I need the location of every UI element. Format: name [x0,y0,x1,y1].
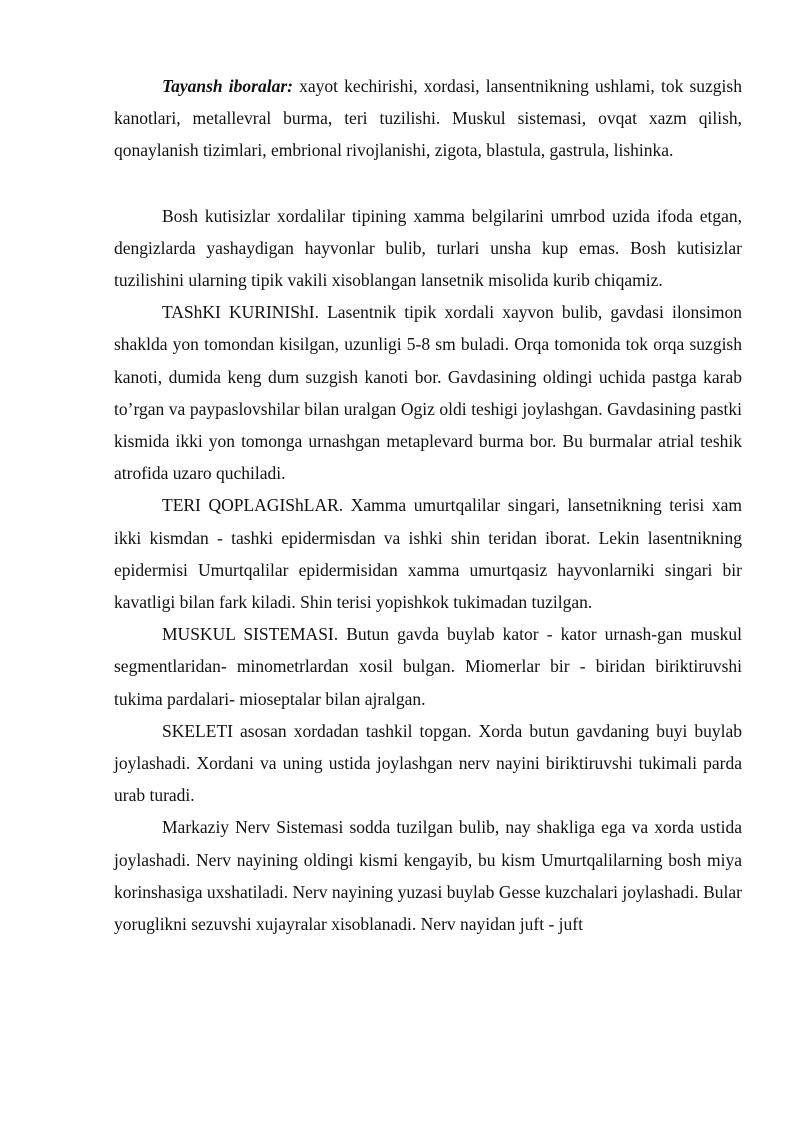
keywords-text: xayot kechirishi, xordasi, lansentnikning ushlami, tok suzgish kanotlari, metallevral burma, teri tuzilishi. Muskul sistemasi, ovqat xazm qilish, qonaylanish tizimlari, embrional rivojlanishi, zigota, blastula, gastrula, lishinka. [114,76,742,161]
paragraph-intro: Bosh kutisizlar xordalilar tipining xamma belgilarini umrbod uzida ifoda etgan, dengizlarda yashaydigan hayvonlar bulib, turlari unsha kup emas. Bosh kutisizlar tuzilishini ularning tipik vakili xisoblangan lansetnik misolida kurib chiqamiz. [114,205,742,291]
paragraph-skin-coverings: TERI QOPLAGIShLAR. Xamma umurtqalilar singari, lansetnikning terisi xam ikki kismdan - tashki epidermisdan va ishki shin teridan iborat. Lekin lasentnikning epidermisi Umurtqalilar epidermisidan xamma umurtqasiz hayvonlarniki singari bir kavatligi bilan fark kiladi. Shin terisi yopishkok tukimadan tuzilgan. [114,495,742,613]
paragraph-central-nervous-system: Markaziy Nerv Sistemasi sodda tuzilgan bulib, nay shakliga ega va xorda ustida joylashadi. Nerv nayining oldingi kismi kengayib, bu kism Umurtqalilarning bosh miya korinshasiga uxshatiladi. Nerv nayining yuzasi buylab Gesse kuzchalari joylashadi. Bular yoruglikni sezuvshi xujayralar xisoblanadi. Nerv nayidan juft - juft [114,817,742,935]
paragraph-spacer [114,167,742,200]
document-page [114,70,742,940]
keywords-paragraph [114,70,742,167]
paragraph-skeleton: SKELETI asosan xordadan tashkil topgan. Xorda butun gavdaning buyi buylab joylashadi. Xordani va uning ustida joylashgan nerv nayini biriktiruvshi tukimali parda urab turadi. [114,720,742,806]
keywords-label: Tayansh iboralar: [162,76,293,96]
paragraph-external-appearance: TAShKI KURINIShI. Lasentnik tipik xordali xayvon bulib, gavdasi ilonsimon shaklda yon tomondan kisilgan, uzunligi 5-8 sm buladi. Orqa tomonida tok orqa suzgish kanoti, dumida keng dum suzgish kanoti bor. Gavdasining oldingi uchida pastga karab to’rgan va paypaslovshilar bilan uralgan Ogiz oldi teshigi joylashgan. Gavdasining pastki kismida ikki yon tomonga urnashgan metaplevard burma bor. Bu burmalar atrial teshik atrofida uzaro quchiladi. [114,302,742,484]
paragraph-muscle-system: MUSKUL SISTEMASI. Butun gavda buylab kator - kator urnash-gan muskul segmentlaridan- minometrlardan xosil bulgan. Miomerlar bir - biridan biriktiruvshi tukima pardalari- mioseptalar bilan ajralgan. [114,624,742,709]
